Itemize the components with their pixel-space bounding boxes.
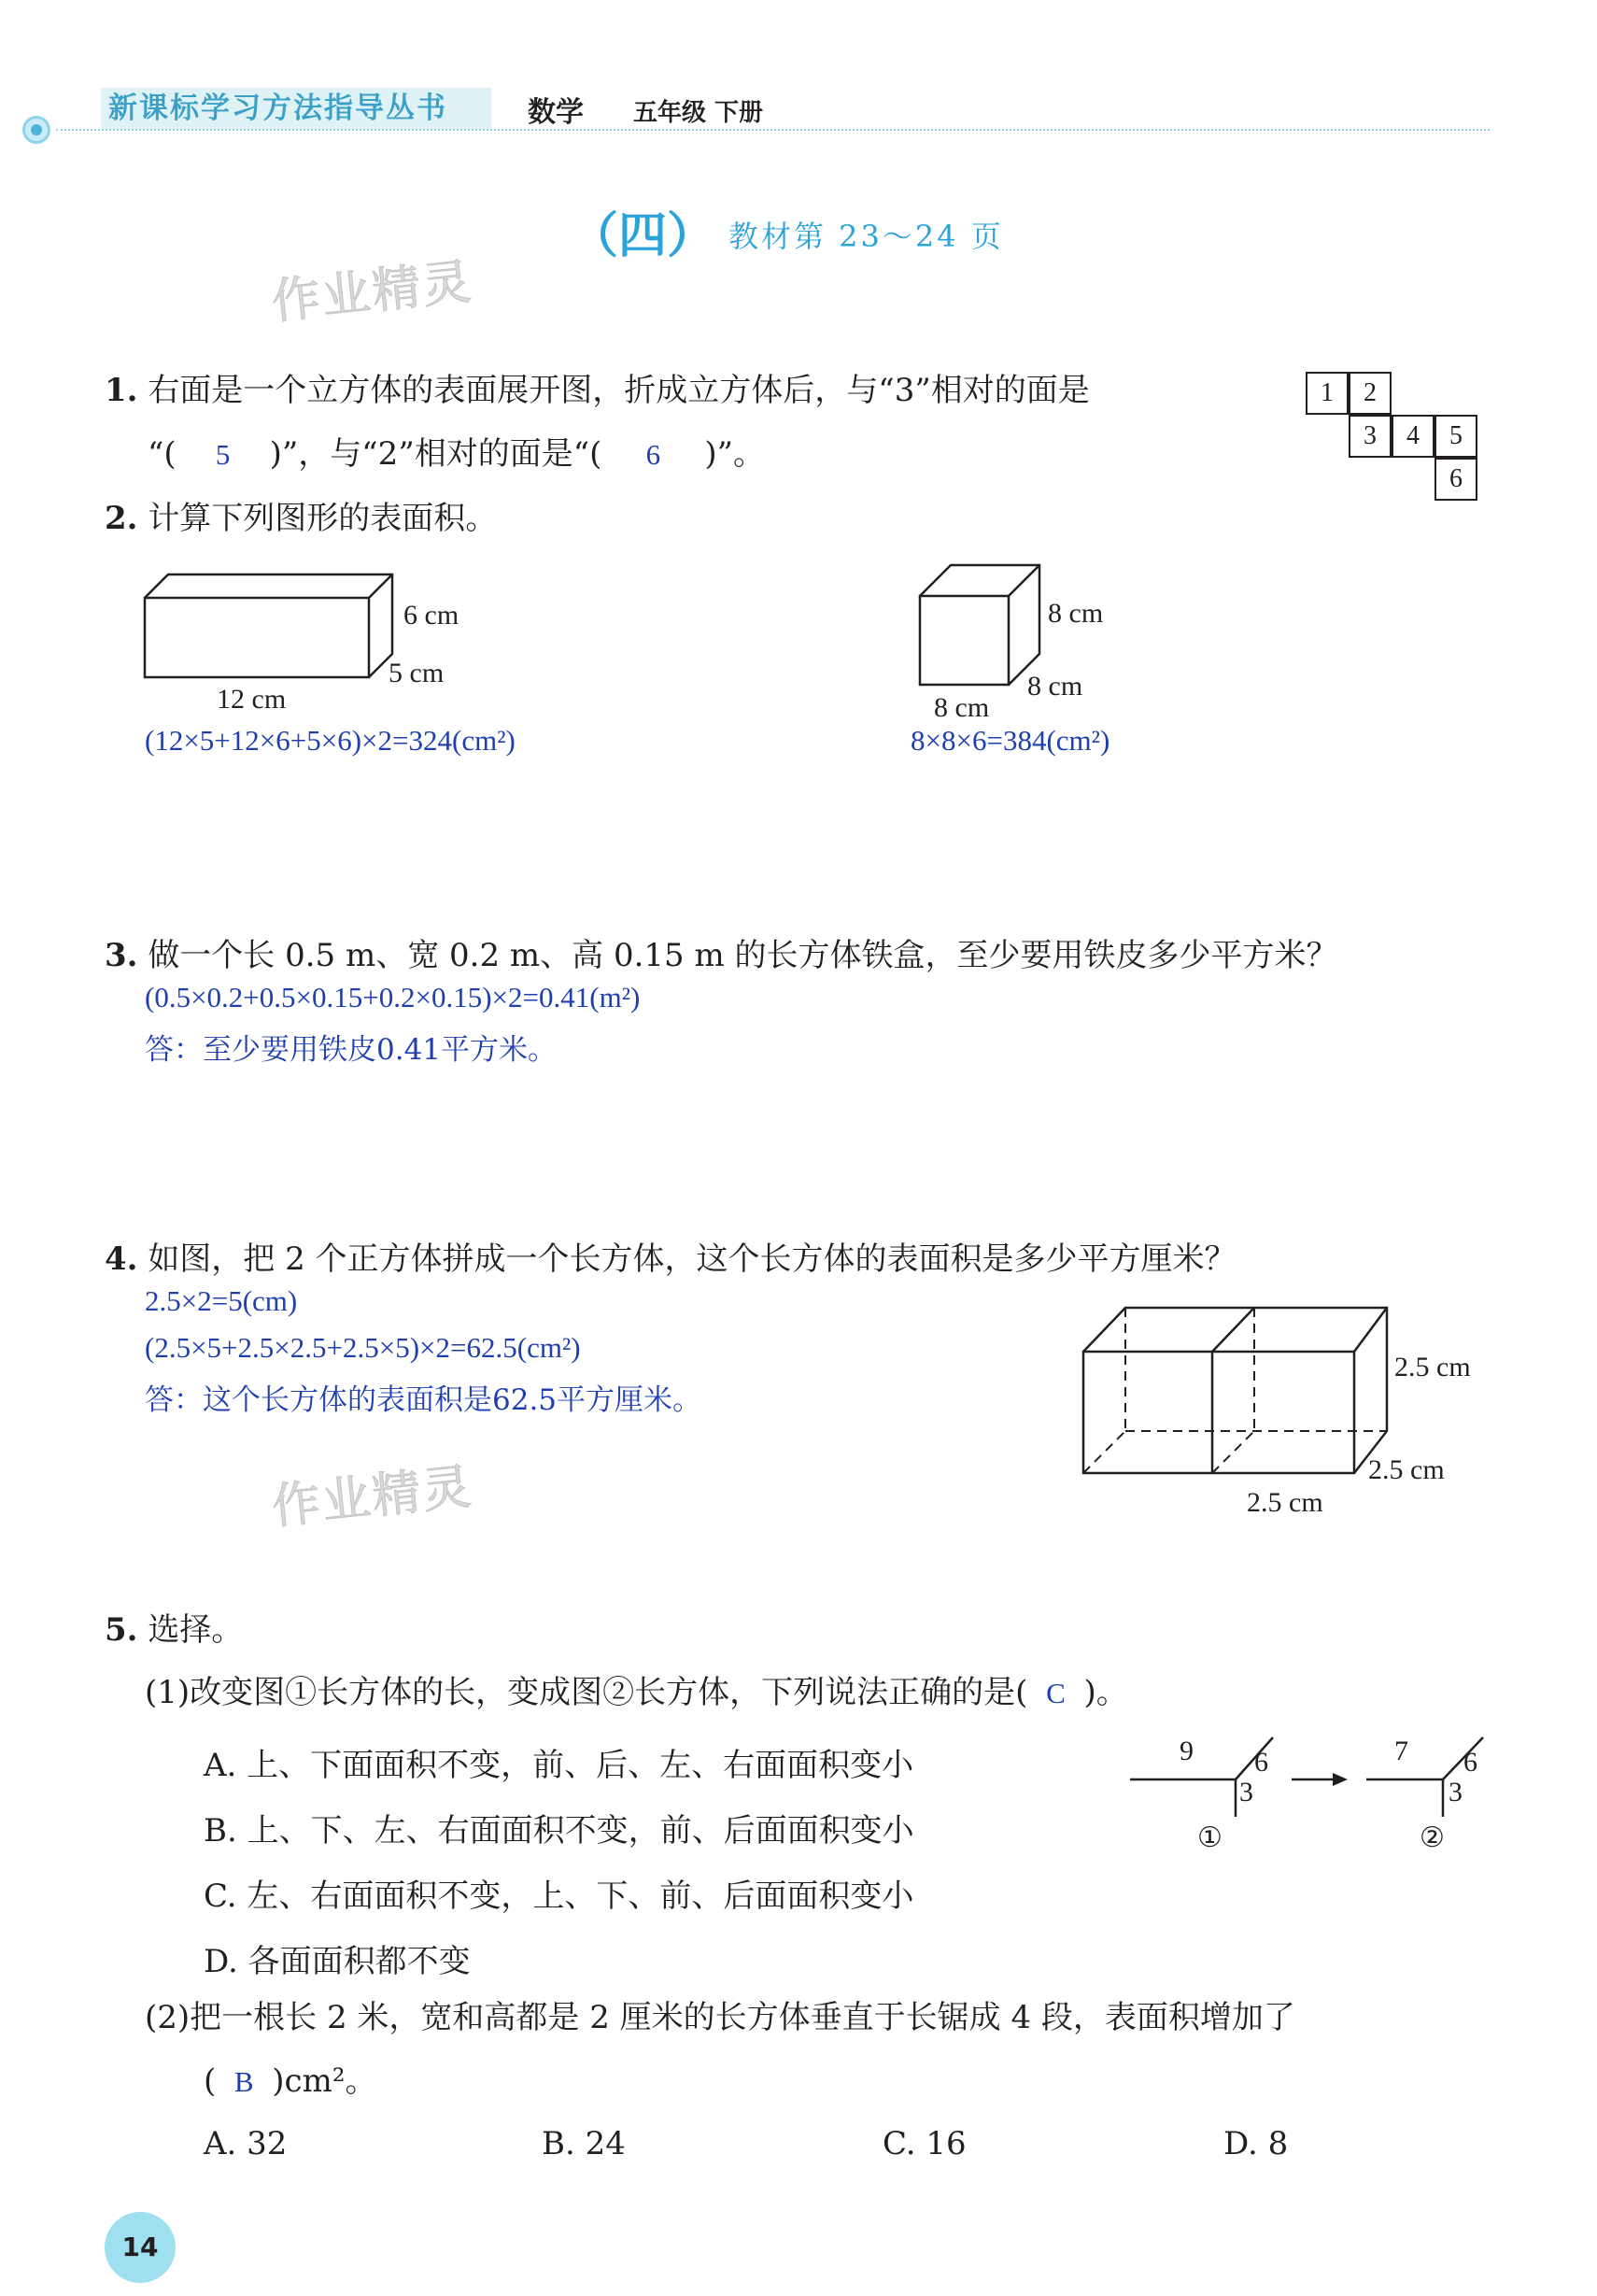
section-title: （四） [570,208,716,264]
series-title: 新课标学习方法指导丛书 [101,88,491,129]
net-cell: 5 [1434,415,1477,458]
dimension-label: 2.5 cm [1247,1487,1323,1518]
choice-option: C. 16 [883,2125,967,2162]
question-5 [105,1611,243,1649]
net-cell: 3 [1349,415,1392,458]
dimension-label: 2.5 cm [1368,1454,1445,1485]
question-number: 4. [105,1240,138,1278]
dimension-label: 2.5 cm [1394,1352,1471,1382]
question-number: 5. [105,1611,138,1649]
choice-option: A. 上、下面面积不变，前、后、左、右面面积变小 [204,1747,914,1784]
answer-blank: 6 [645,438,661,471]
dimension-label: 8 cm [1027,671,1083,702]
dimension-label: 5 cm [389,658,445,688]
question-text: )cm²。 [272,2062,377,2100]
header-ornament-dot [31,124,42,135]
question-text: “( [148,435,177,473]
header-divider [56,129,1490,131]
choice-option: B. 上、下、左、右面面积不变，前、后面面积变小 [204,1812,914,1850]
net-cell: 6 [1434,458,1477,501]
question-5-part-2: (2)把一根长 2 米，宽和高都是 2 厘米的长方体垂直于长锯成 4 段，表面积增加了 [145,1999,1295,2036]
choice-option: A. 32 [204,2125,288,2162]
figure-label: ① [1197,1822,1222,1853]
question-text: )。 [1083,1674,1128,1711]
question-4 [105,1240,1237,1278]
answer-blank: C [1046,1677,1066,1709]
grade-label: 五年级 下册 [633,99,764,127]
question-text: )”。 [704,435,766,473]
page-number: 14 [105,2212,176,2283]
choice-option: C. 左、右面面积不变，上、下、前、后面面积变小 [204,1878,914,1915]
question-number: 1. [105,372,138,409]
net-cell: 2 [1349,372,1392,415]
watermark: 作业精灵 [269,253,476,332]
cube-net-diagram [1306,372,1492,510]
choice-option: D. 8 [1223,2125,1289,2162]
question-text: ( [204,2062,217,2100]
net-cell: 1 [1306,372,1349,415]
dimension-label: 6 [1463,1747,1477,1778]
question-number: 2. [105,500,138,537]
answer-text: 答：这个长方体的表面积是62.5平方厘米。 [145,1383,702,1417]
question-text: 右面是一个立方体的表面展开图，折成立方体后，与“3”相对的面是 [148,372,1090,409]
section-subtitle: 教材第 23～24 页 [728,219,1004,254]
cuboid-figure [140,565,420,687]
answer-text: (0.5×0.2+0.5×0.15+0.2×0.15)×2=0.41(m²) [145,981,641,1013]
question-text: (1)改变图①长方体的长，变成图②长方体，下列说法正确的是( [145,1674,1028,1711]
answer-blank: B [233,2065,254,2098]
dimension-label: 8 cm [934,692,990,723]
choice-option: B. 24 [542,2125,626,2162]
net-cell: 4 [1392,415,1434,458]
dimension-label: 9 [1180,1736,1194,1766]
figure-label: ② [1420,1822,1445,1853]
question-1-line2 [148,435,765,474]
question-text: 计算下列图形的表面积。 [148,500,498,537]
dimension-label: 6 [1254,1747,1268,1778]
question-number: 3. [105,937,138,974]
dimension-label: 8 cm [1048,598,1104,629]
question-3 [105,937,1338,974]
answer-blank: 5 [215,438,231,471]
watermark: 作业精灵 [269,1458,476,1537]
combined-cuboid-figure [1079,1300,1396,1487]
arrow-right-icon [1333,1773,1348,1786]
question-5-part-1 [145,1674,1128,1712]
choice-option: D. 各面面积都不变 [204,1943,471,1980]
subject-label: 数学 [528,96,584,129]
answer-text: (12×5+12×6+5×6)×2=324(cm²) [145,724,516,757]
cube-figure [915,560,1046,691]
question-text: 做一个长 0.5 m、宽 0.2 m、高 0.15 m 的长方体铁盒，至少要用铁皮多少平方米？ [148,937,1338,974]
dimension-label: 6 cm [403,600,459,631]
dimension-label: 12 cm [217,684,287,715]
dimension-label: 3 [1239,1777,1253,1807]
dimension-label: 7 [1394,1736,1408,1766]
question-5-part-2-line2 [204,2062,376,2101]
dimension-label: 3 [1449,1777,1463,1807]
answer-text: (2.5×5+2.5×2.5+2.5×5)×2=62.5(cm²) [145,1331,581,1364]
question-2 [105,500,497,537]
answer-text: 8×8×6=384(cm²) [911,724,1110,757]
question-1 [105,372,1090,409]
answer-text: 答：至少要用铁皮0.41平方米。 [145,1033,558,1067]
question-text: 选择。 [148,1611,244,1649]
question-text: )”，与“2”相对的面是“( [269,435,602,473]
question-text: 如图，把 2 个正方体拼成一个长方体，这个长方体的表面积是多少平方厘米？ [148,1240,1237,1278]
answer-text: 2.5×2=5(cm) [145,1284,298,1317]
